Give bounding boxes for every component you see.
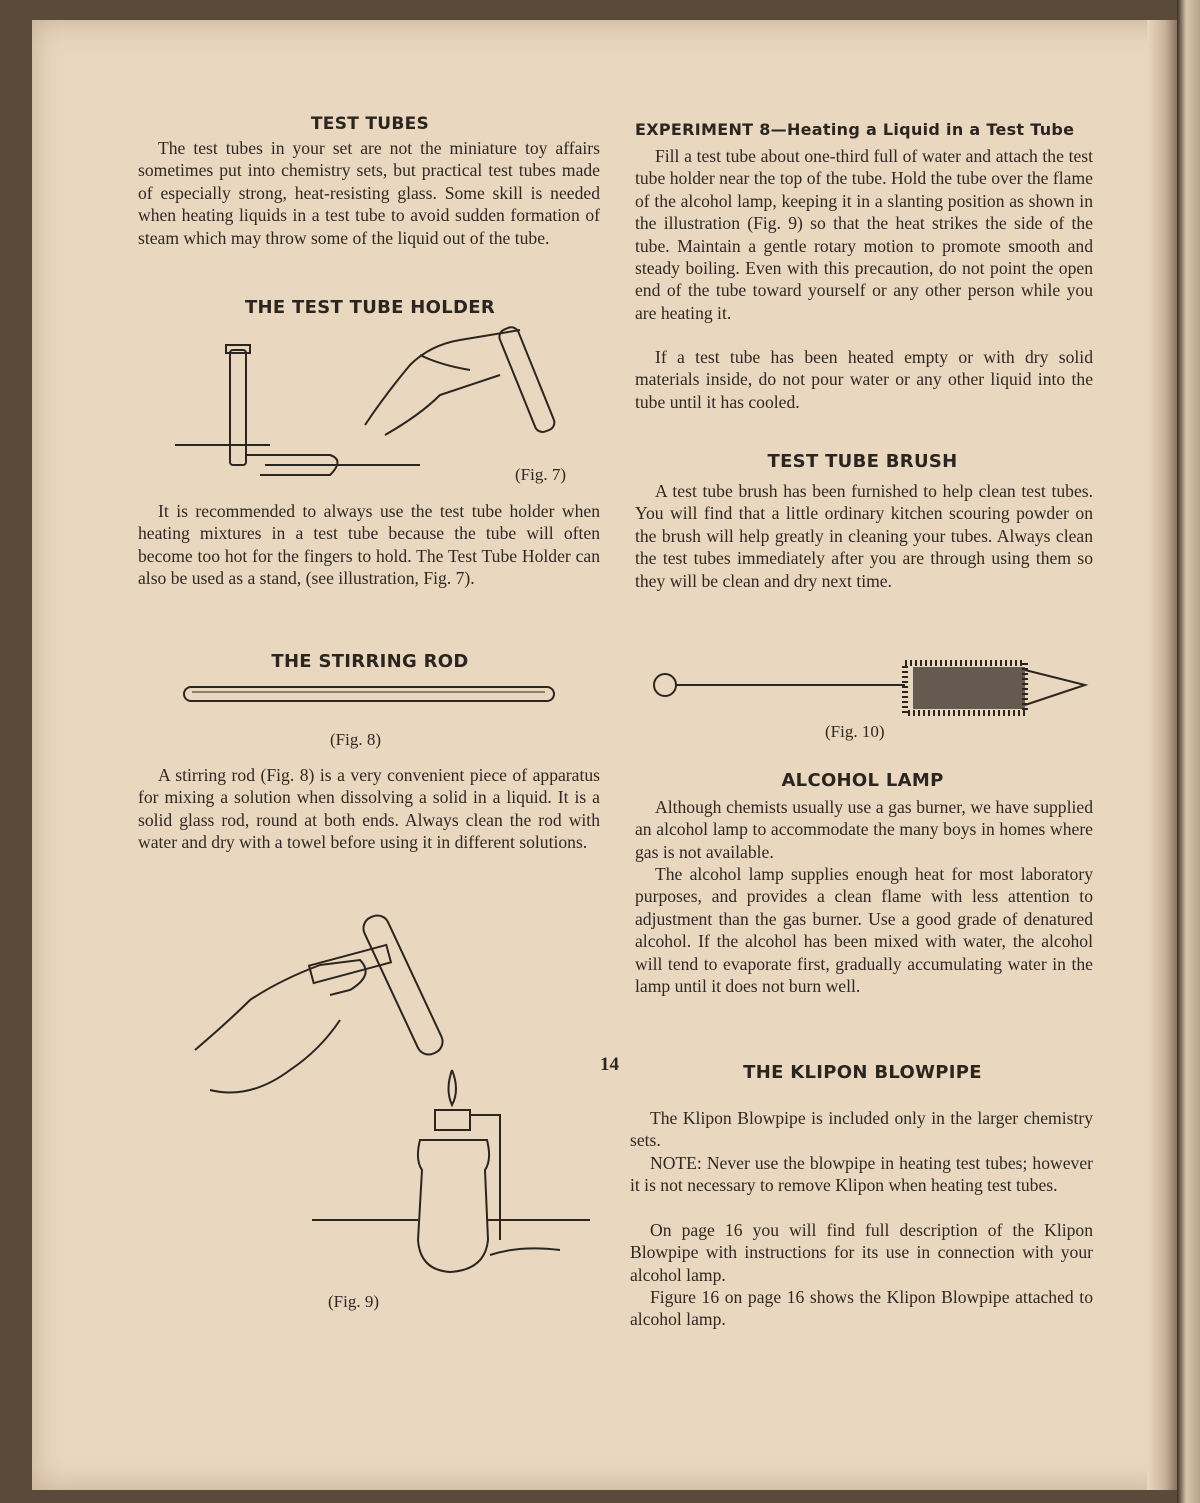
holder-text: It is recommended to always use the test tube holder when heating mixtures in a test tube because the tube will often become too hot for the fingers to hold. The Test Tube Holder can also be used as a stand, (see illustration, Fig. 7). [138, 501, 600, 589]
heading-test-tube-brush: TEST TUBE BRUSH [767, 451, 958, 472]
fig10-caption: (Fig. 10) [825, 722, 885, 741]
alcohol-lamp-text-1: Although chemists usually use a gas burner, we have supplied an alcohol lamp to accommodate the many boys in homes where gas is not available. [635, 797, 1093, 862]
heading-test-tubes: TEST TUBES [310, 114, 430, 134]
page-spine [1147, 20, 1177, 1490]
heading-experiment-8: EXPERIMENT 8—Heating a Liquid in a Test Tube [635, 120, 1075, 139]
fig9-heating-illustration [190, 900, 590, 1290]
fig9-caption: (Fig. 9) [328, 1292, 379, 1311]
experiment-8-text-1: Fill a test tube about one-third full of water and attach the test tube holder near the top of the tube. Hold the tube over the flame of the alcohol lamp, keeping it in a slanting position as shown in the illustration (Fig. 9) so that the heat strikes the side of the tube. Maintain a gentle rotary motion to promote smooth and steady boiling. Even with this precaution, do not point the open end of the tube toward yourself or any other person while you are heating it. [635, 146, 1093, 323]
test-tubes-text: The test tubes in your set are not the miniature toy affairs sometimes put into chemistry sets, but practical test tubes made of especially strong, heat-resisting glass. Some skill is needed when heating liquids in a test tube to avoid sudden formation of steam which may throw some of the liquid out of the tube. [138, 138, 600, 248]
heading-test-tube-holder: THE TEST TUBE HOLDER [244, 297, 496, 318]
blowpipe-text-4: Figure 16 on page 16 shows the Klipon Blowpipe attached to alcohol lamp. [630, 1287, 1093, 1330]
fig7-holder-illustration [170, 315, 590, 490]
fig8-stirring-rod [180, 683, 560, 707]
page-number: 14 [600, 1054, 619, 1075]
blowpipe-text-3: On page 16 you will find full description of the Klipon Blowpipe with instructions for its use in connection with your alcohol lamp. [630, 1220, 1093, 1285]
heading-klipon-blowpipe: THE KLIPON BLOWPIPE [743, 1062, 982, 1083]
heading-stirring-rod: THE STIRRING ROD [271, 651, 469, 672]
fig10-test-tube-brush [645, 655, 1090, 725]
alcohol-lamp-text-2: The alcohol lamp supplies enough heat for most laboratory purposes, and provides a clean flame with less attention to adjustment than the gas burner. Use a good grade of denatured alcohol. If the alcohol has been mixed with water, the alcohol will tend to evaporate first, gradually accumulating water in the lamp until it does not burn well. [635, 864, 1093, 997]
blowpipe-text-1: The Klipon Blowpipe is included only in the larger chemistry sets. [630, 1108, 1093, 1151]
brush-text: A test tube brush has been furnished to help clean test tubes. You will find that a little ordinary kitchen scouring powder on the brush will help greatly in cleaning your tubes. Always clean the test tubes immediately after you are through using them so they will be clean and dry next time. [635, 481, 1093, 591]
fig8-caption: (Fig. 8) [330, 730, 381, 749]
blowpipe-text-2: NOTE: Never use the blowpipe in heating test tubes; however it is not necessary to remove Klipon when heating test tubes. [630, 1153, 1093, 1196]
stirring-rod-text: A stirring rod (Fig. 8) is a very convenient piece of apparatus for mixing a solution when dissolving a solid in a liquid. It is a solid glass rod, round at both ends. Always clean the rod with water and dry with a towel before using it in different solutions. [138, 765, 600, 853]
heading-alcohol-lamp: ALCOHOL LAMP [781, 770, 944, 791]
fig7-caption: (Fig. 7) [515, 465, 566, 484]
experiment-8-text-2: If a test tube has been heated empty or with dry solid materials inside, do not pour water or any other liquid into the tube until it has cooled. [635, 347, 1093, 412]
next-page-edge [1177, 0, 1200, 1503]
